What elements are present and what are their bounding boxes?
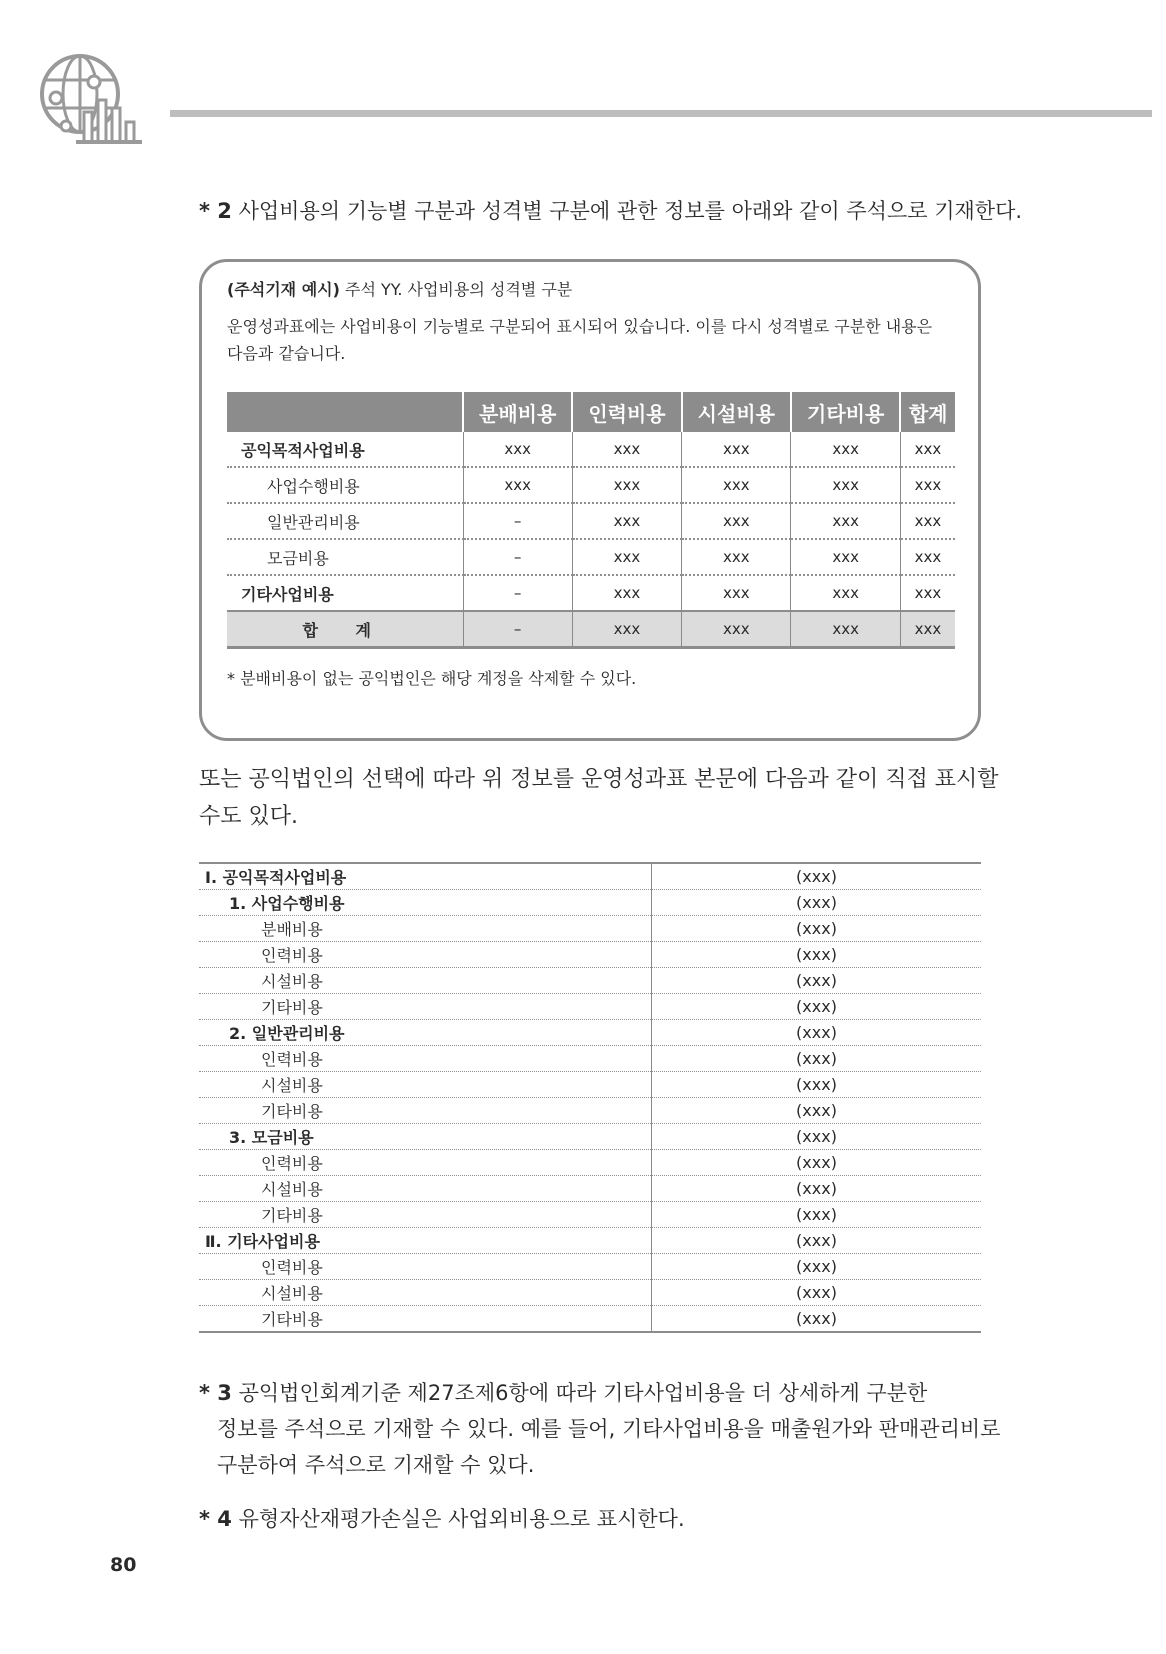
- example-box-desc-line2: 다음과 같습니다.: [227, 344, 346, 363]
- page-number: 80: [110, 1554, 137, 1576]
- col-header: 인력비용: [572, 392, 681, 432]
- table-row: [227, 467, 955, 503]
- cell: xxx: [463, 467, 572, 503]
- row-label: 2. 일반관리비용: [199, 1020, 652, 1046]
- cell: xxx: [572, 432, 681, 467]
- row-value: (xxx): [652, 1306, 982, 1333]
- note-2: [199, 193, 1022, 229]
- row-value: (xxx): [652, 1254, 982, 1280]
- row-label: 3. 모금비용: [199, 1124, 652, 1150]
- row-label: 시설비용: [199, 1176, 652, 1202]
- table-row: [199, 942, 981, 968]
- globe-chart-logo-icon: [36, 50, 146, 146]
- row-value: (xxx): [652, 863, 982, 890]
- row-value: (xxx): [652, 1072, 982, 1098]
- table-row: [199, 1098, 981, 1124]
- row-label: 기타비용: [199, 1202, 652, 1228]
- table-row: [227, 503, 955, 539]
- cell: –: [463, 503, 572, 539]
- cell: xxx: [463, 432, 572, 467]
- cell: xxx: [682, 575, 791, 611]
- row-value: (xxx): [652, 942, 982, 968]
- header-rule: [170, 110, 1152, 117]
- total-label: 합 계: [227, 611, 463, 648]
- row-label: 사업수행비용: [227, 467, 463, 503]
- row-value: (xxx): [652, 916, 982, 942]
- row-label: 시설비용: [199, 1280, 652, 1306]
- table-row: [199, 994, 981, 1020]
- example-box-title: [227, 277, 572, 300]
- cell: xxx: [791, 503, 900, 539]
- cell: xxx: [900, 611, 955, 648]
- note-3-text-line1: 공익법인회계기준 제27조제6항에 따라 기타사업비용을 더 상세하게 구분한: [238, 1381, 928, 1405]
- cell: xxx: [572, 539, 681, 575]
- row-label: 인력비용: [199, 1150, 652, 1176]
- expense-nature-table: [227, 392, 955, 649]
- col-header: 시설비용: [682, 392, 791, 432]
- alt-text-line1: 또는 공익법인의 선택에 따라 위 정보를 운영성과표 본문에 다음과 같이 직접 표시할: [199, 767, 999, 792]
- row-value: (xxx): [652, 994, 982, 1020]
- table-row: [199, 890, 981, 916]
- cell: xxx: [900, 503, 955, 539]
- note-3-marker: * 3: [199, 1381, 232, 1405]
- row-value: (xxx): [652, 890, 982, 916]
- operating-statement-table: [199, 862, 981, 1333]
- cell: xxx: [791, 467, 900, 503]
- note-4-marker: * 4: [199, 1507, 232, 1531]
- row-label: 기타사업비용: [227, 575, 463, 611]
- table-total-row: [227, 611, 955, 648]
- cell: –: [463, 539, 572, 575]
- row-value: (xxx): [652, 1046, 982, 1072]
- row-label: 기타비용: [199, 994, 652, 1020]
- table-row: [199, 1228, 981, 1254]
- table-row: [199, 1176, 981, 1202]
- table-row: [199, 1280, 981, 1306]
- row-label: 기타비용: [199, 1098, 652, 1124]
- row-label: 인력비용: [199, 942, 652, 968]
- table-row: [199, 1072, 981, 1098]
- row-label: Ⅱ. 기타사업비용: [199, 1228, 652, 1254]
- table-row: [199, 968, 981, 994]
- table-row: [199, 1046, 981, 1072]
- cell: xxx: [572, 503, 681, 539]
- note-2-marker: * 2: [199, 199, 232, 223]
- table-row: [199, 1254, 981, 1280]
- cell: xxx: [791, 432, 900, 467]
- note-4: [199, 1501, 685, 1537]
- note-3-line3: 구분하여 주석으로 기재할 수 있다.: [217, 1453, 535, 1477]
- table-row: [227, 539, 955, 575]
- note-3-line2: 정보를 주석으로 기재할 수 있다. 예를 들어, 기타사업비용을 매출원가와 판매관리비로: [217, 1417, 1001, 1441]
- table-row: [227, 575, 955, 611]
- cell: xxx: [682, 467, 791, 503]
- cell: xxx: [791, 611, 900, 648]
- cell: xxx: [682, 611, 791, 648]
- cell: xxx: [900, 467, 955, 503]
- row-label: 분배비용: [199, 916, 652, 942]
- row-value: (xxx): [652, 1176, 982, 1202]
- row-label: 공익목적사업비용: [227, 432, 463, 467]
- example-box-desc-line1: 운영성과표에는 사업비용이 기능별로 구분되어 표시되어 있습니다. 이를 다시 성격별로 구분한 내용은: [227, 317, 933, 336]
- table-row: [199, 1306, 981, 1333]
- row-value: (xxx): [652, 968, 982, 994]
- row-label: 시설비용: [199, 1072, 652, 1098]
- cell: xxx: [572, 611, 681, 648]
- row-label: 인력비용: [199, 1046, 652, 1072]
- row-value: (xxx): [652, 1228, 982, 1254]
- alt-text-line2: 수도 있다.: [199, 804, 298, 829]
- table-row: [199, 863, 981, 890]
- row-label: 인력비용: [199, 1254, 652, 1280]
- row-value: (xxx): [652, 1020, 982, 1046]
- col-header: 분배비용: [463, 392, 572, 432]
- row-label: 1. 사업수행비용: [199, 890, 652, 916]
- row-label: 일반관리비용: [227, 503, 463, 539]
- example-box-tag: (주석기재 예시): [227, 280, 340, 299]
- note-4-text: 유형자산재평가손실은 사업외비용으로 표시한다.: [238, 1507, 685, 1531]
- table-row: [199, 1150, 981, 1176]
- cell: –: [463, 575, 572, 611]
- table-row: [199, 1124, 981, 1150]
- cell: xxx: [900, 432, 955, 467]
- table-row: [199, 916, 981, 942]
- cell: xxx: [682, 539, 791, 575]
- row-label: 기타비용: [261, 1310, 323, 1329]
- table-row: [227, 432, 955, 467]
- table-row: [199, 1202, 981, 1228]
- row-value: (xxx): [652, 1124, 982, 1150]
- header-blank: [227, 392, 463, 432]
- cell: xxx: [900, 575, 955, 611]
- cell: –: [463, 611, 572, 648]
- col-header: 기타비용: [791, 392, 900, 432]
- row-value: (xxx): [652, 1202, 982, 1228]
- example-box-heading: 주석 YY. 사업비용의 성격별 구분: [345, 280, 573, 299]
- row-label: 시설비용: [199, 968, 652, 994]
- row-value: (xxx): [652, 1280, 982, 1306]
- cell: xxx: [900, 539, 955, 575]
- row-value: (xxx): [652, 1098, 982, 1124]
- note-2-text: 사업비용의 기능별 구분과 성격별 구분에 관한 정보를 아래와 같이 주석으로 기재한다.: [238, 199, 1023, 223]
- cell: xxx: [791, 575, 900, 611]
- table-header-row: [227, 392, 955, 432]
- example-box-footnote: * 분배비용이 없는 공익법인은 해당 계정을 삭제할 수 있다.: [227, 669, 637, 688]
- cell: xxx: [791, 539, 900, 575]
- cell: xxx: [572, 467, 681, 503]
- row-label: Ⅰ. 공익목적사업비용: [199, 863, 652, 890]
- cell: xxx: [682, 432, 791, 467]
- row-label: 모금비용: [227, 539, 463, 575]
- cell: xxx: [682, 503, 791, 539]
- row-value: (xxx): [652, 1150, 982, 1176]
- col-header: 합계: [900, 392, 955, 432]
- cell: xxx: [572, 575, 681, 611]
- note-3-line1: [199, 1375, 927, 1411]
- table-row: [199, 1020, 981, 1046]
